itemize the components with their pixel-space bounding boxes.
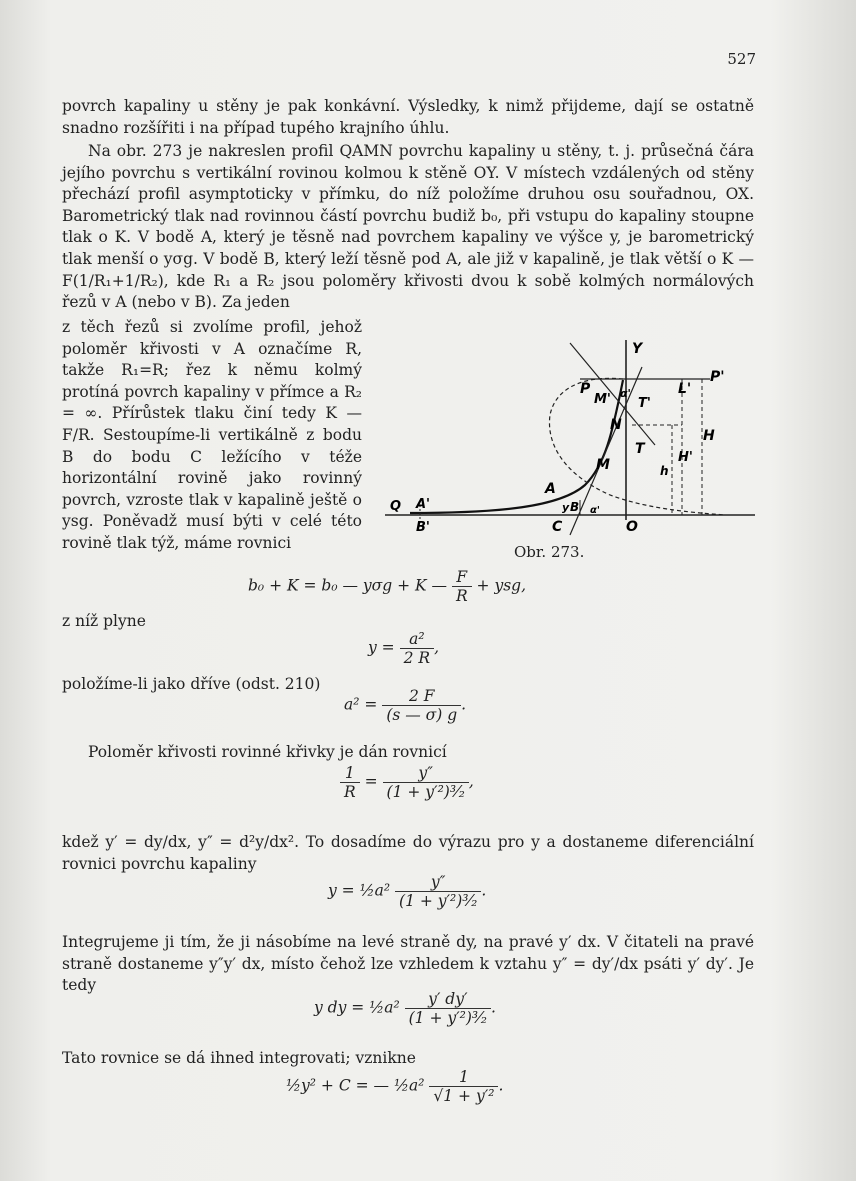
figure-273 — [380, 335, 760, 545]
label-alpha-2: α' — [590, 505, 600, 516]
label-T-prime: T' — [638, 396, 651, 411]
label-C: C — [552, 519, 563, 535]
label-O: O — [626, 519, 638, 535]
label-y: y — [562, 501, 570, 514]
label-T: T — [635, 441, 645, 457]
equation-7: ½y² + C = — ½a² $\frac{1}{\text{√1 + y′²}}$ . — [286, 1068, 504, 1105]
label-B-prime: B' — [416, 520, 430, 535]
label-N: N — [610, 417, 622, 433]
equation-6: y dy = ½a² $\frac{y' dy'}{\text{(1 + y′²)³⁄₂}}$ . — [314, 990, 496, 1027]
label-H-prime: H' — [678, 450, 693, 465]
paragraph-2: Na obr. 273 je nakreslen profil QAMN povrchu kapaliny u stěny, t. j. průsečná čára jejího povrchu s vertikální rovinou kolmou k stěně OY. V místech vzdálených od stěny přechází profil asymptoticky v přímku, do níž položíme druhou osu souřadnou, OX. Barometrický tlak nad rovinnou částí povrchu budiž b₀, při vstupu do kapaliny stoupne tlak o K. V bodě A, který je těsně nad povrchem kapaliny ve výšce y, je barometrický tlak menší o yσg. V bodě B, který leží těsně pod A, ale již v kapalině, je tlak větší o K — F(1/R₁+1/R₂), kde R₁ a R₂ jsou poloměry křivosti dvou k sobě kolmých normálových řezů v A (nebo v B). Za jeden — [62, 142, 754, 312]
equation-3: a² = $\frac{2 F}{(s — \sigma) g}$ . — [344, 687, 467, 724]
paragraph-6: kdež y′ = dy/dx, y″ = d²y/dx². To dosadíme do výrazu pro y a dostaneme diferenciální rovnici povrchu kapaliny — [62, 833, 754, 873]
equation-4: $\frac{1}{R}$ = $\frac{y''}{\text{(1 + y′²)³⁄₂}}$ , — [340, 764, 474, 801]
label-Q: Q — [390, 499, 402, 514]
label-M-prime: M' — [594, 392, 611, 407]
label-P: P — [580, 381, 591, 397]
label-L-prime: L' — [678, 381, 692, 397]
label-H: H — [703, 428, 715, 444]
paragraph-7: Integrujeme ji tím, že ji násobíme na levé straně dy, na pravé y′ dx. V čitateli na pravé straně dostaneme y″y′ dx, místo čehož lze vzhledem k vztahu y″ = dy′/dx psáti y′ dy′. Je tedy — [62, 933, 754, 995]
paragraph-3: z níž plyne — [62, 612, 146, 630]
label-A: A — [545, 481, 556, 497]
paragraph-4: položíme-li jako dříve (odst. 210) — [62, 675, 321, 693]
equation-2: y = $\frac{\text{a²}}{2 R}$ , — [368, 630, 440, 667]
label-Y: Y — [632, 341, 643, 357]
page-number: 527 — [727, 50, 756, 68]
label-alpha-1: α' — [620, 387, 631, 400]
profile-curve — [410, 380, 623, 513]
label-B: B — [570, 500, 580, 514]
label-A-prime: A' — [416, 497, 431, 512]
label-P-prime: P' — [710, 369, 725, 385]
figure-caption: Obr. 273. — [514, 543, 585, 561]
label-h: h — [660, 464, 669, 478]
equation-5: y = ½a² $\frac{y''}{\text{(1 + y′²)³⁄₂}}$ . — [328, 873, 487, 910]
paragraph-8: Tato rovnice se dá ihned integrovati; vznikne — [62, 1049, 416, 1067]
paragraph-2-narrow: z těch řezů si zvolíme profil, jehož poloměr křivosti v A označíme R, takže R₁=R; řez k němu kolmý protíná povrch kapaliny v přímce a R₂ = ∞. Přírůstek tlaku činí tedy K — F/R. Sestoupíme-li vertikálně z bodu B do bodu C ležícího v téže horizontální rovině jako rovinný povrch, vzroste tlak v kapalině ještě o ysg. Poněvadž musí býti v celé této rovině tlak týž, máme rovnici — [62, 318, 362, 552]
label-M: M — [596, 457, 610, 473]
equation-1: b₀ + K = b₀ — yσg + K — $\frac{F}{R}$ + ysg, — [248, 568, 527, 605]
paragraph-5: Poloměr křivosti rovinné křivky je dán rovnicí — [88, 743, 447, 761]
paragraph-1: povrch kapaliny u stěny je pak konkávní. Výsledky, k nimž přijdeme, dají se ostatně snadno rozšířiti i na případ tupého krajního úhlu. — [62, 97, 754, 137]
